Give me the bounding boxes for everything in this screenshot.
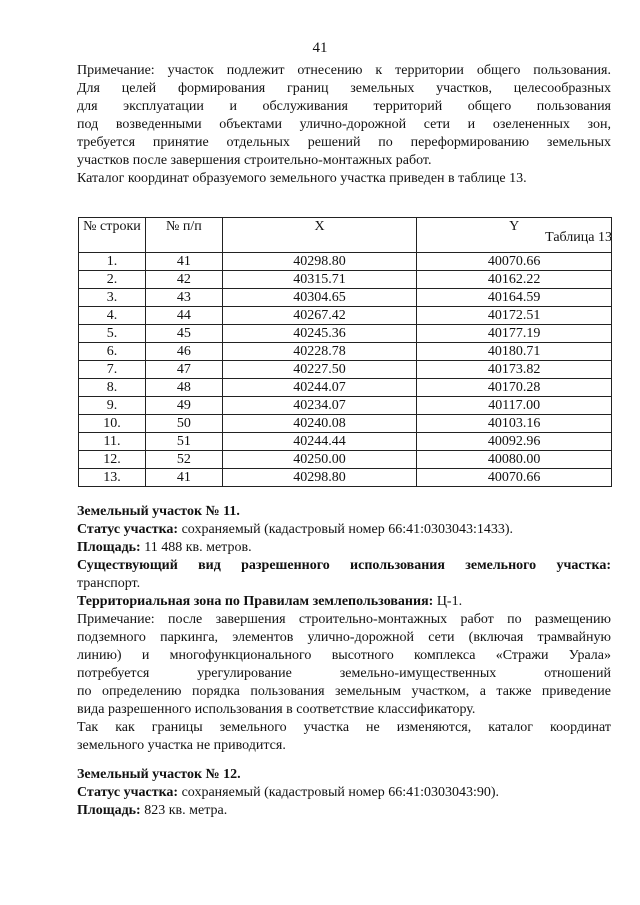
cell-y: 40180.71	[417, 343, 612, 361]
cell-y: 40070.66	[417, 469, 612, 487]
plot-11-note-line: линию) и многофункционального высотного комплекса «Стражи Урала»	[77, 648, 611, 663]
table-row	[79, 415, 612, 433]
plot-11-heading: Земельный участок № 11.	[77, 504, 240, 519]
cell-pp-number: 46	[145, 343, 222, 361]
intro-line: Примечание: участок подлежит отнесению к территории общего пользования.	[77, 63, 611, 78]
area-value: 11 488 кв. метров.	[140, 540, 252, 555]
cell-row-number: 6.	[79, 343, 146, 361]
cell-pp-number: 50	[145, 415, 222, 433]
table-row	[79, 379, 612, 397]
header-x: X	[222, 218, 417, 253]
cell-x: 40304.65	[222, 289, 417, 307]
intro-line: для эксплуатации и обслуживания территорий общего пользования	[77, 99, 611, 114]
table-row	[79, 289, 612, 307]
cell-row-number: 9.	[79, 397, 146, 415]
cell-pp-number: 44	[145, 307, 222, 325]
plot-11-note-line: подземного паркинга, элементов улично-дорожной сети (включая трамвайную	[77, 630, 611, 645]
plot-11-status	[77, 521, 611, 539]
table-row	[79, 271, 612, 289]
intro-line: участков после завершения строительно-монтажных работ.	[77, 153, 432, 168]
cell-y: 40092.96	[417, 433, 612, 451]
cell-pp-number: 47	[145, 361, 222, 379]
plot-12-area	[77, 802, 611, 820]
cell-row-number: 5.	[79, 325, 146, 343]
header-pp-number: № п/п	[145, 218, 222, 253]
cell-y: 40172.51	[417, 307, 612, 325]
header-y: Y	[417, 218, 612, 253]
table-row	[79, 433, 612, 451]
cell-y: 40162.22	[417, 271, 612, 289]
cell-x: 40227.50	[222, 361, 417, 379]
cell-x: 40245.36	[222, 325, 417, 343]
cell-x: 40267.42	[222, 307, 417, 325]
cell-row-number: 10.	[79, 415, 146, 433]
area-value: 823 кв. метра.	[140, 803, 228, 818]
plot-11-use-value: транспорт.	[77, 576, 141, 591]
cell-pp-number: 45	[145, 325, 222, 343]
cell-x: 40244.44	[222, 433, 417, 451]
plot-12-section	[77, 766, 611, 820]
plot-11-boundary-line: земельного участка не приводится.	[77, 738, 286, 753]
plot-11-section	[77, 503, 611, 755]
cell-pp-number: 42	[145, 271, 222, 289]
cell-x: 40250.00	[222, 451, 417, 469]
cell-row-number: 11.	[79, 433, 146, 451]
cell-row-number: 13.	[79, 469, 146, 487]
table-row	[79, 343, 612, 361]
cell-y: 40117.00	[417, 397, 612, 415]
plot-11-use-label: Существующий вид разрешенного использования земельного участка:	[77, 558, 611, 573]
table-row	[79, 451, 612, 469]
header-row-number: № строки	[79, 218, 146, 253]
plot-11-note-last: вида разрешенного использования в соответствие классификатору.	[77, 702, 476, 717]
cell-row-number: 4.	[79, 307, 146, 325]
cell-pp-number: 41	[145, 469, 222, 487]
cell-x: 40228.78	[222, 343, 417, 361]
zone-value: Ц-1.	[433, 594, 463, 609]
status-value: сохраняемый (кадастровый номер 66:41:0303043:1433).	[178, 522, 514, 537]
plot-11-note-line: по определению порядка пользования земельным участком, а также приведение	[77, 684, 611, 699]
cell-pp-number: 51	[145, 433, 222, 451]
table-body	[79, 253, 612, 487]
cell-x: 40315.71	[222, 271, 417, 289]
cell-pp-number: 49	[145, 397, 222, 415]
catalog-note: Каталог координат образуемого земельного участка приведен в таблице 13.	[77, 171, 527, 186]
cell-row-number: 2.	[79, 271, 146, 289]
table-row	[79, 397, 612, 415]
cell-row-number: 3.	[79, 289, 146, 307]
cell-row-number: 1.	[79, 253, 146, 271]
intro-line: требуется принятие отдельных решений по переформированию земельных	[77, 135, 611, 150]
cell-y: 40164.59	[417, 289, 612, 307]
cell-x: 40298.80	[222, 469, 417, 487]
cell-y: 40177.19	[417, 325, 612, 343]
intro-line: под возведенными объектами улично-дорожной сети и озелененных зон,	[77, 117, 611, 132]
cell-pp-number: 43	[145, 289, 222, 307]
cell-y: 40103.16	[417, 415, 612, 433]
cell-row-number: 8.	[79, 379, 146, 397]
status-label: Статус участка:	[77, 522, 179, 537]
plot-11-area	[77, 539, 611, 557]
table-row	[79, 325, 612, 343]
cell-row-number: 7.	[79, 361, 146, 379]
table-row	[79, 361, 612, 379]
cell-x: 40240.08	[222, 415, 417, 433]
table-row	[79, 469, 612, 487]
plot-12-status	[77, 784, 611, 802]
table-caption: Таблица 13	[545, 230, 612, 245]
coordinates-table	[78, 217, 612, 487]
table-row	[79, 253, 612, 271]
cell-x: 40298.80	[222, 253, 417, 271]
intro-line: Для целей формирования границ земельных участков, целесообразных	[77, 81, 611, 96]
intro-note	[77, 62, 611, 188]
cell-pp-number: 48	[145, 379, 222, 397]
area-label: Площадь:	[77, 803, 141, 818]
cell-x: 40244.07	[222, 379, 417, 397]
plot-12-heading: Земельный участок № 12.	[77, 767, 241, 782]
plot-11-note-line: потребуется урегулирование земельно-имущественных отношений	[77, 666, 611, 681]
table-row	[79, 307, 612, 325]
status-value: сохраняемый (кадастровый номер 66:41:0303043:90).	[178, 785, 500, 800]
area-label: Площадь:	[77, 540, 141, 555]
plot-11-note-line: Примечание: после завершения строительно-монтажных работ по размещению	[77, 612, 611, 627]
zone-label: Территориальная зона по Правилам землепользования:	[77, 594, 434, 609]
plot-11-zone	[77, 593, 611, 611]
cell-y: 40070.66	[417, 253, 612, 271]
cell-x: 40234.07	[222, 397, 417, 415]
page-number: 41	[312, 40, 328, 56]
plot-11-boundary-line: Так как границы земельного участка не изменяются, каталог координат	[77, 720, 611, 735]
cell-y: 40173.82	[417, 361, 612, 379]
table-header-row	[79, 218, 612, 253]
status-label: Статус участка:	[77, 785, 179, 800]
cell-y: 40170.28	[417, 379, 612, 397]
cell-y: 40080.00	[417, 451, 612, 469]
cell-pp-number: 52	[145, 451, 222, 469]
cell-row-number: 12.	[79, 451, 146, 469]
cell-pp-number: 41	[145, 253, 222, 271]
